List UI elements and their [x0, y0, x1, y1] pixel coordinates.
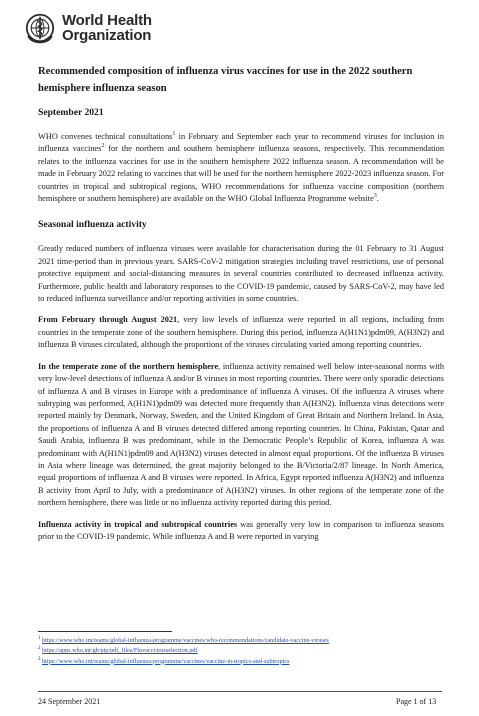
paragraph-text-tropical: was generally very low in comparison to influenza seasons prior to the COVID-19 pandemic. While influenza A and B were reported in varying — [38, 519, 444, 541]
footnote-link-3[interactable]: https://www.who.int/teams/global-influenza-programme/vaccines/vaccine-in-tropics-and-subtropics — [42, 657, 290, 665]
footnote-number: 1 — [38, 636, 41, 641]
paragraph-reduced-numbers: Greatly reduced numbers of influenza viruses were available for characterisation during the 01 February to 31 August 2021 time-period than in previous years. SARS-CoV-2 mitigation strategies including travel restrictions, use of personal protective equipment and social-distancing measures in several countries contributed to decreased influenza activity. Furthermore, public health and laboratory responses to the COVID-19 pandemic, caused by SARS-CoV-2, may have led to reduced influenza surveillance and/or reporting activities in some countries. — [38, 244, 444, 304]
footnote-3 — [38, 656, 448, 666]
footnote-ref-3[interactable]: 3 — [373, 193, 377, 200]
footnote-number: 3 — [38, 656, 41, 662]
paragraph-lead-tropical: Influenza activity in tropical and subtropical countries — [38, 519, 238, 529]
footnote-link-1[interactable]: https://www.who.int/teams/global-influenza-programme/vaccines/who-recommendations/candidate-vaccine-viruses — [42, 637, 329, 645]
org-name-line2: Organization — [62, 27, 152, 44]
org-name-line1: World Health — [62, 12, 152, 29]
intro-text-1: WHO convenes technical consultations — [38, 132, 173, 141]
footer-divider — [38, 691, 442, 692]
paragraph-northern-hemisphere — [38, 361, 444, 510]
footer-date: 24 September 2021 — [38, 697, 101, 706]
organization-name — [62, 13, 152, 43]
paragraph-text-northern-hemisphere: , influenza activity remained well below inter-seasonal norms with very low-level detections of influenza A and/or B viruses in most reporting countries. There were only sporadic detections of influenza A and B viruses in Europe with a predominance of influenza A viruses. Of the influenza A viruses where subtyping was performed, A(H1N1)pdm09 was detected more frequently than A(H3N2). Influenza virus detections were reported mainly by Denmark, Norway, Sweden, and the United Kingdom of Great Britain and Northern Ireland. In Asia, the proportions of influenza A and B viruses detected differed among reporting countries. In China, Pakistan, Qatar and Saudi Arabia, influenza B was predominant, while in the Democratic People’s Republic of Korea, influenza A was predominant with A(H1N1)pdm09 and A(H3N2) viruses detected in almost equal proportions. Of the influenza B viruses in Asia where lineage was determined, the great majority belonged to the B/Victoria/2/87 lineage. In North America, equal proportions of influenza A and B viruses were reported. In Africa, Egypt reported influenza A(H3N2) and influenza B activity from April to July, with a predominance of A(H3N2) viruses. In other regions of the temperate zone of the northern hemisphere, there was little or no influenza activity reported during this period. — [38, 361, 445, 508]
footnote-number: 2 — [38, 646, 41, 652]
paragraph-feb-aug — [38, 314, 444, 351]
footnote-1 — [38, 635, 448, 645]
intro-text-4: . — [376, 194, 379, 204]
who-logo — [24, 11, 214, 45]
footnote-divider — [38, 631, 172, 632]
intro-text-2: in February and September each year to recommend viruses for inclusion in influenza vaccines — [38, 132, 444, 154]
footnote-2 — [38, 645, 448, 655]
paragraph-lead-northern-hemisphere: In the temperate zone of the northern hemisphere — [38, 361, 219, 371]
paragraph-text-feb-aug: , very low levels of influenza were reported in all regions, including from countries in the temperate zone of the southern hemisphere. During this period, influenza A(H1N1)pdm09, A(H3N2) and influenza B viruses circulated, although the proportions of the viruses circulating varied among reporting countries. — [38, 315, 445, 350]
who-emblem-icon — [24, 12, 56, 44]
document-title: Recommended composition of influenza virus vaccines for use in the 2022 southern hemisphere influenza season — [38, 66, 413, 94]
document-date: September 2021 — [38, 107, 104, 118]
footnotes — [38, 635, 448, 666]
footnote-link-2[interactable]: https://apps.who.int/gb/pip/pdf_files/Fluvaccvirusselection.pdf — [42, 647, 198, 655]
paragraph-lead-feb-aug: From February through August 2021 — [38, 315, 178, 325]
page-number: Page 1 of 13 — [396, 697, 437, 706]
footnote-ref-2[interactable]: 2 — [101, 143, 105, 150]
paragraph-tropical — [38, 519, 444, 544]
intro-text-3: for the northern and southern hemisphere influenza seasons, respectively. This recommendation relates to the influenza vaccines for use in the southern hemisphere 2022 influenza season. A recommendation will be made in February 2022 relating to vaccines that will be used for the northern hemisphere 2022-2023 influenza season. For countries in tropical and subtropical regions, WHO recommendations for influenza vaccine composition (northern hemisphere or southern hemisphere) are available on the WHO Global Influenza Programme website — [38, 144, 444, 204]
footnote-ref-1[interactable]: 1 — [172, 131, 176, 138]
intro-paragraph — [38, 131, 444, 205]
main-content — [38, 63, 444, 543]
section-heading-seasonal-activity: Seasonal influenza activity — [38, 219, 147, 231]
